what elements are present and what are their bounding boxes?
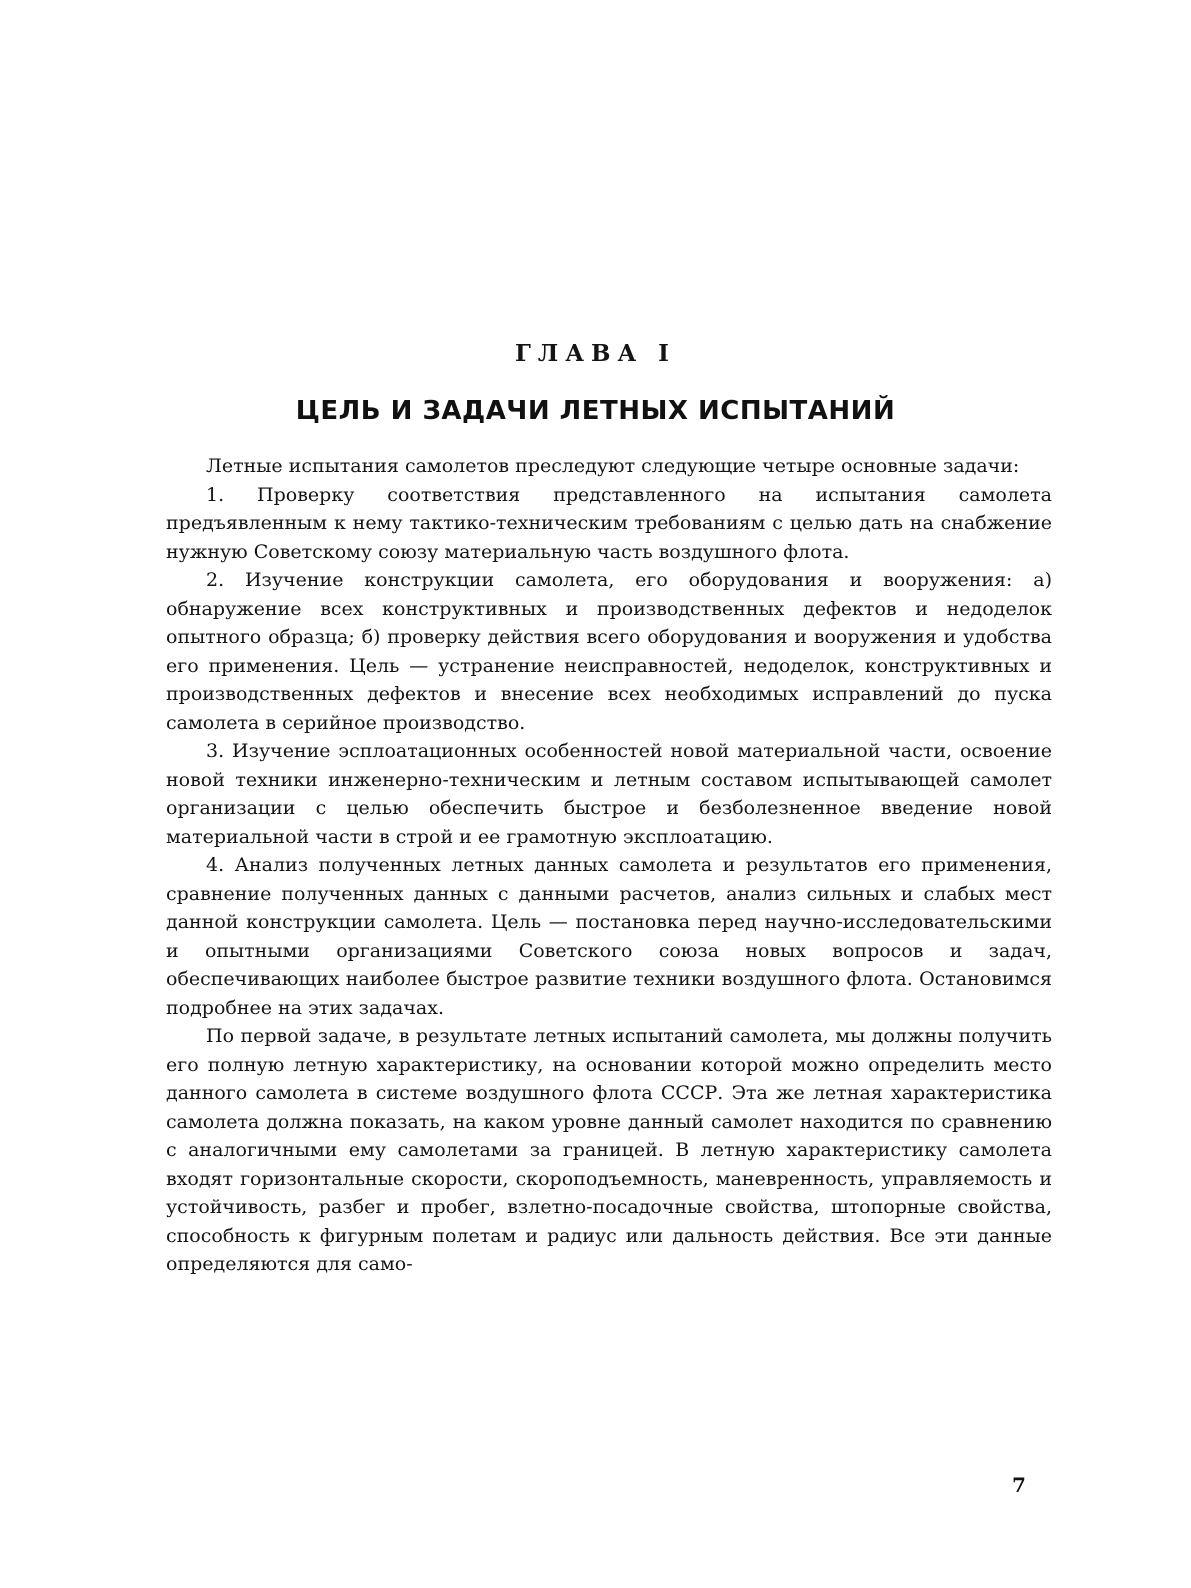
- paragraph-task-4: 4. Анализ полученных летных данных самолета и результатов его применения, сравнение полученных данных с данными расчетов, анализ сильных и слабых мест данной конструкции самолета. Цель — постановка перед научно-исследовательскими и опытными организациями Советского союза новых вопросов и задач, обеспечивающих наиболее быстрое развитие техники воздушного флота. Остановимся подробнее на этих задачах.: [166, 854, 1052, 1019]
- body-text: [166, 452, 1052, 1279]
- paragraph-task-2: 2. Изучение конструкции самолета, его оборудования и вооружения: а) обнаружение всех конструктивных и производственных дефектов и недоделок опытного образца; б) проверку действия всего оборудования и вооружения и удобства его применения. Цель — устранение неисправностей, недоделок, конструктивных и производственных дефектов и внесение всех необходимых исправлений до пуска самолета в серийное производство.: [166, 569, 1052, 734]
- paragraph-task-1: 1. Проверку соответствия представленного на испытания самолета предъявленным к нему тактико-техническим требованиям с целью дать на снабжение нужную Советскому союзу материальную часть воздушного флота.: [166, 483, 1052, 563]
- chapter-title: ЦЕЛЬ И ЗАДАЧИ ЛЕТНЫХ ИСПЫТАНИЙ: [295, 396, 896, 426]
- paragraph-task-3: 3. Изучение эсплоатационных особенностей новой материальной части, освоение новой техники инженерно-техническим и летным составом испытывающей самолет организации с целью обеспечить быстрое и безболезненное введение новой материальной части в строй и ее грамотную эксплоатацию.: [166, 740, 1052, 848]
- page-number: 7: [1012, 1473, 1026, 1497]
- chapter-label: ГЛАВА I: [515, 340, 676, 367]
- paragraph-intro: Летные испытания самолетов преследуют следующие четыре основные задачи:: [206, 455, 1020, 477]
- paragraph-first-task-discussion: По первой задаче, в результате летных испытаний самолета, мы должны получить его полную летную характеристику, на основании которой можно определить место данного самолета в системе воздушного флота СССР. Эта же летная характеристика самолета должна показать, на каком уровне данный самолет находится по сравнению с аналогичными ему самолетами за границей. В летную характеристику самолета входят горизонтальные скорости, скороподъемность, маневренность, управляемость и устойчивость, разбег и пробег, взлетно-посадочные свойства, штопорные свойства, способность к фигурным полетам и радиус или дальность действия. Все эти данные определяются для само-: [166, 1025, 1052, 1275]
